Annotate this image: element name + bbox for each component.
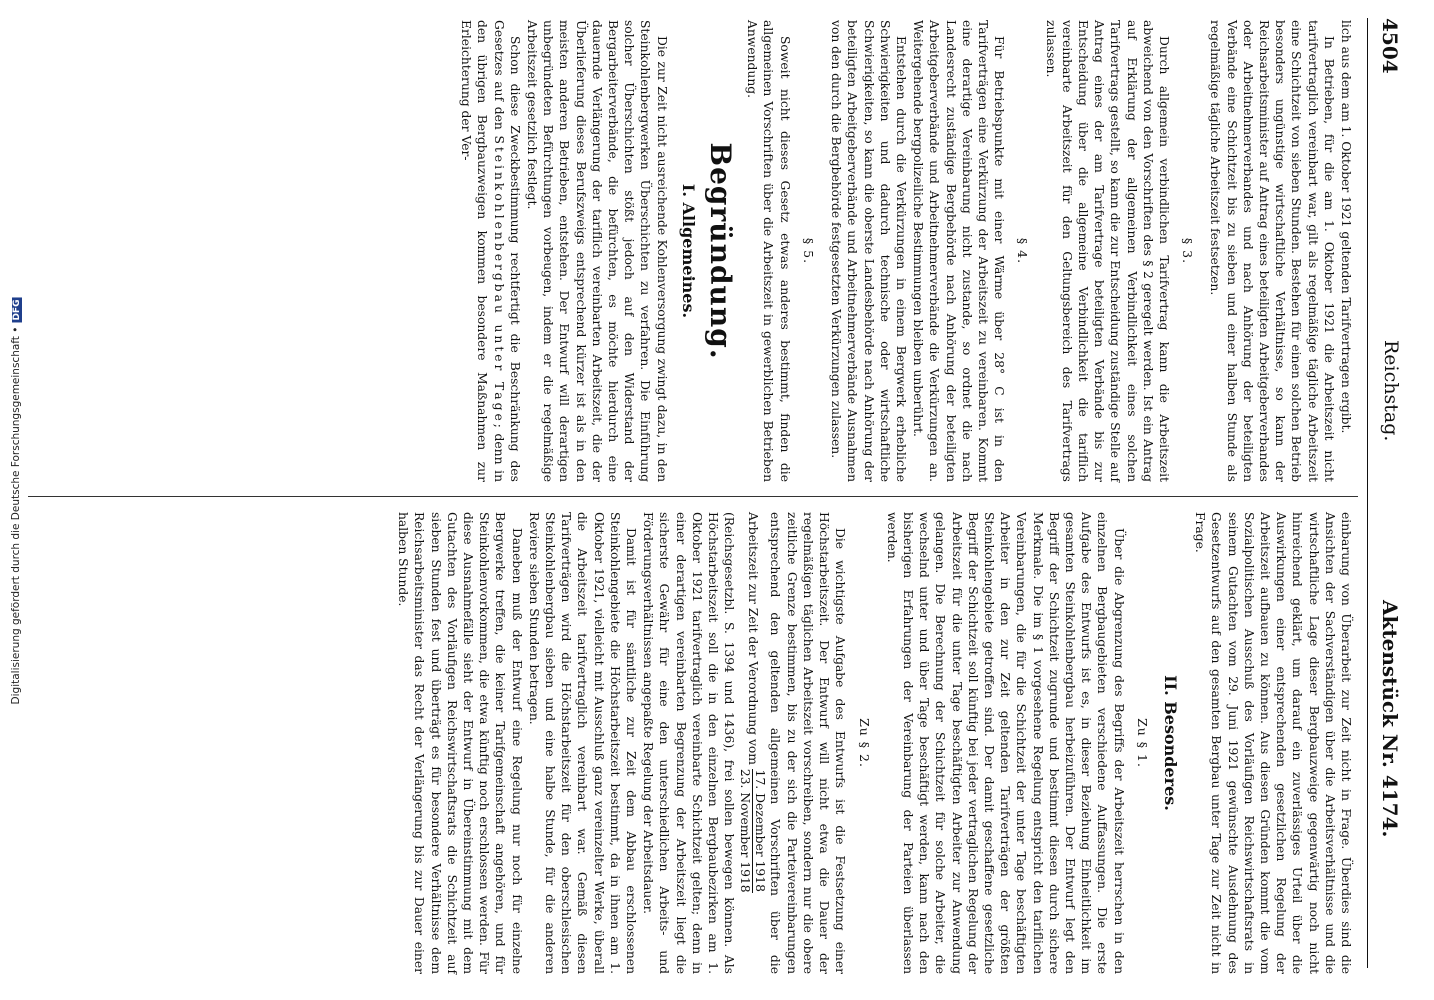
section-heading: § 3. xyxy=(1180,237,1196,265)
begruendung-heading: Begründung. xyxy=(704,142,738,360)
text-run: Schon diese Zweckbestimmung rechtfertigt die Beschränkung des Gesetzes auf den xyxy=(491,20,522,482)
paragraph: In Betrieben, für die am 1. Oktober 1921 die Arbeitszeit nicht tarifvertraglich vereinbart war, gilt als regelmäßige tägliche Arbeitszeit eine Schichtzeit von sieben Stunden. Bestehen für einen solchen Betrieb besonders ungünstige wirtschaftliche Verhältnisse, so kann der Reichsarbeitsminister auf Antrag eines beteiligten Arbeitgeberverbandes oder Arbeitnehmerverbandes und nach Anhörung der beteiligten Verbände eine Schichtzeit bis zu sieben und einer halben Stunde als regelmäßige tägliche Arbeitszeit festsetzen. xyxy=(1208,20,1336,482)
text-run: ; denn in den übrigen Bergbauzweigen kommen besondere Maßnahmen zur Erleichterung der Ver- xyxy=(459,20,506,482)
paragraph: lich aus dem am 1. Oktober 1921 geltenden Tarifvertragen ergibt. xyxy=(1339,20,1353,434)
besonderes-heading: II. Besonderes. xyxy=(1160,675,1180,811)
date-denominator: 23. November 1918 xyxy=(738,768,753,893)
section-heading: Zu § 1. xyxy=(1134,718,1150,768)
column-divider xyxy=(28,496,1358,497)
section-heading: § 5. xyxy=(800,237,816,265)
paragraph xyxy=(458,20,523,482)
section-heading: § 4. xyxy=(1015,237,1031,265)
paragraph: Für Betriebspunkte mit einer Wärme über 28° C ist in den Tarifverträgen eine Verkürzung der Arbeitszeit zu vereinbaren. Kommt eine derartige Vereinbarung nicht zustande, so ordnet die nach Landesrecht zuständige Bergbehörde nach Anhörung der beteiligten Arbeitgeberverbände und Arbeitnehmerverbände die Verkürzungen an. Weitergehende bergpolizeiliche Bestimmungen bleiben unberührt. xyxy=(911,20,1007,482)
paragraph: Damit ist für sämtliche zur Zeit dem Abbau erschlossenen Steinkohlengebiete die Höchstarbeitszeit bestimmt, da in ihnen am 1. Oktober 1921, vielleicht mit Ausschluß ganz vereinzelter Werke, überall die Arbeitszeit tarifvertraglich vereinbart war. Gemäß diesen Tarifverträgen wird die Höchstarbeitszeit für den oberschlesischen Steinkohlenbergbau sieben und eine halbe Stunde, für die anderen Reviere sieben Stunden betragen. xyxy=(526,512,639,974)
paragraph: Daneben muß der Entwurf eine Regelung nur noch für einzelne Bergwerke treffen, die keiner Tarifgemeinschaft angehören, und für Steinkohlenvorkommen, die etwa künftig noch erschlossen werden. Für diese Ausnahmefälle sieht der Entwurf in Übereinstimmung mit dem Gutachten des Vorläufigen Reichswirtschaftsrats die Schichtzeit auf sieben Stunden fest und überträgt es für besondere Verhältnisse dem Reichsarbeitsminister das Recht der Verlängerung bis zur Dauer einer halben Stunde. xyxy=(396,512,524,974)
running-title: Reichstag. xyxy=(1380,340,1402,442)
paragraph: einbarung von Überarbeit zur Zeit nicht in Frage. Überdies sind die Ansichten der Sachverständigen über die Arbeitsverhältnisse und die wirtschaftliche Lage dieser Bergbauzweige gegenwärtig noch nicht hinreichend geklärt, um darauf ein zuverlässiges Urteil über die Auswirkungen einer entsprechenden gesetzlichen Regelung der Arbeitszeit aufbauen zu können. Aus diesen Gründen kommt die vom Sozialpolitischen Ausschuß des Vorläufigen Reichswirtschaftsrats in seinem Gutachten vom 29. Juni 1921 gewünschte Ausdehnung des Gesetzentwurfs auf den gesamten Bergbau unter Tage zur Zeit nicht in Frage. xyxy=(1193,512,1353,974)
left-column xyxy=(457,20,1354,482)
header-rule xyxy=(1367,18,1368,968)
dfg-logo: DFG xyxy=(12,299,22,321)
paragraph xyxy=(738,512,848,974)
paragraph: Soweit nicht dieses Gesetz etwas anderes bestimmt, finden die allgemeinen Vorschriften über die Arbeitszeit in gewerblichen Betrieben Anwendung. xyxy=(745,20,792,482)
text-run: Die wichtigste Aufgabe des Entwurfs ist die Festsetzung einer Höchstarbeitszeit. Der Entwurf will nicht etwa die Dauer der regelmäßigen täglichen Arbeitszeit vorschreiben, sondern nur die obere zeitliche Grenze bestimmen, bis zu der sich die Parteivereinbarungen entsprechend den geltenden allgemeinen Vorschriften über die Arbeitszeit zur Zeit der Verordnung vom xyxy=(746,512,848,974)
paragraph: Entstehen durch die Verkürzungen in einem Bergwerk erhebliche Schwierigkeiten und dadurch technische oder wirtschaftliche Schwierigkeiten, so kann die oberste Landesbehörde nach Anhörung der beteiligten Arbeitgeberverbände und Arbeitnehmerverbände Ausnahmen von den durch die Bergbehörde festgesetzten Verkürzungen zulassen. xyxy=(829,20,908,482)
spaced-text: Steinkohlenbergbau unter Tage xyxy=(491,135,506,424)
paragraph: Durch allgemein verbindlichen Tarifvertrag kann die Arbeitszeit abweichend von den Vorschriften des § 2 geregelt werden. Ist ein Antrag auf Erklärung der allgemeinen Verbindlichkeit eines solchen Tarifvertrags gestellt, so kann die zur Entscheidung zuständige Stelle auf Antrag eines der am Tarifvertrage beteiligten Verbände bis zur Entscheidung über die allgemeine Verbindlichkeit die tariflich vereinbarte Arbeitszeit für den Geltungsbereich des Tarifvertrags zulassen. xyxy=(1043,20,1171,482)
paragraph: Die zur Zeit nicht ausreichende Kohlenversorgung zwingt dazu, in den Steinkohlenbergwerken Überschichten zu verfahren. Die Einführung solcher Überschichten stößt jedoch auf den Widerstand der Bergarbeiterverbände, die befürchten, es möchte hierdurch eine dauernde Verlängerung der tariflich vereinbarten Arbeitszeit, die der Überlieferung dieses Berufszweigs entsprechend kürzer ist als in den meisten anderen Betrieben, entstehen. Der Entwurf will derartigen unbegründeten Befürchtungen vorbeugen, indem er die regelmäßige Arbeitszeit gesetzlich festlegt. xyxy=(525,20,669,482)
right-column xyxy=(394,512,1354,974)
section-heading: Zu § 2. xyxy=(856,718,872,768)
date-fraction xyxy=(738,769,767,893)
paragraph: (Reichsgesetzbl. S. 1394 und 1436), frei sollen bewegen können. Als Höchstarbeitszeit soll die in den einzelnen Bergbaubezirken am 1. Oktober 1921 tarifvertraglich vereinbarte Schichtzeit gelten; denn in einer derartigen vereinbarten Begrenzung der Arbeitszeit liegt die sicherste Gewähr für eine den unterschiedlichen Arbeits- und Förderungsverhältnissen angepaßte Regelung der Arbeitsdauer. xyxy=(641,512,737,974)
credit-text: Digitalisierung gefördert durch die Deutsche Forschungsgemeinschaft • xyxy=(10,326,22,705)
page-number: 4504 xyxy=(1378,18,1402,74)
allgemeines-heading: I. Allgemeines. xyxy=(678,183,698,319)
document-number: Aktenstück Nr. 4174. xyxy=(1378,600,1402,838)
date-numerator: 17. Dezember 1918 xyxy=(753,769,768,892)
paragraph: Über die Abgrenzung des Begriffs der Arbeitszeit herrschen in den einzelnen Bergbaugebieten verschiedene Auffassungen. Die erste Aufgabe des Entwurfs ist es, in dieser Beziehung Einheitlichkeit im gesamten Steinkohlenbergbau herbeizuführen. Der Entwurf legt den Begriff der Schichtzeit zugrunde und bestimmt diesen durch sichere Merkmale. Die im § 1 vorgesehene Regelung entspricht den tariflichen Vereinbarungen, die für die Schichtzeit der unter Tage beschäftigten Arbeiter in den zur Zeit geltenden Tarifverträgen der größten Steinkohlengebiete getroffen sind. Der damit geschaffene gesetzliche Begriff der Schichtzeit soll künftig bei jeder vertraglichen Regelung der Arbeitszeit für die unter Tage beschäftigten Arbeiter zur Anwendung gelangen. Die Berechnung der Schichtzeit für solche Arbeiter, die wechselnd unter und über Tage beschäftigt werden, kann nach den bisherigen Erfahrungen der Vereinbarung der Parteien überlassen werden. xyxy=(884,512,1126,974)
